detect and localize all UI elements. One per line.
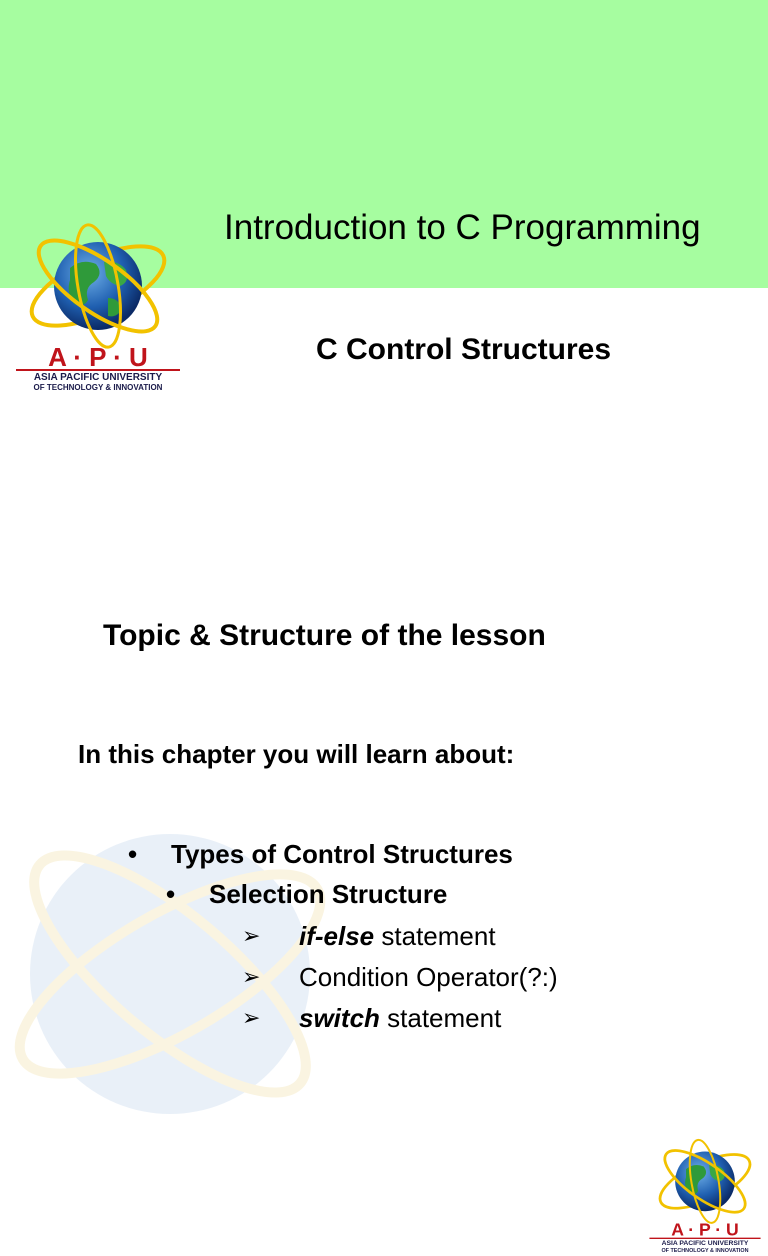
logo-line1: ASIA PACIFIC UNIVERSITY (33, 372, 163, 383)
logo-line2: OF TECHNOLOGY & INNOVATION (33, 383, 163, 392)
slide-subtitle: C Control Structures (316, 333, 612, 366)
arrow-bullet-icon: ➢ (242, 923, 261, 948)
apu-logo-small (644, 1142, 766, 1256)
bullet-icon: • (128, 839, 138, 869)
list-item-text: Types of Control Structures (171, 839, 513, 869)
topic-heading: Topic & Structure of the lesson (103, 619, 546, 652)
list-item-text: Selection Structure (209, 879, 448, 909)
title-slide (0, 0, 768, 530)
logo-line1: ASIA PACIFIC UNIVERSITY (661, 1240, 749, 1248)
logo-letters: A · P · U (48, 342, 148, 372)
keyword: if-else (299, 921, 375, 951)
slide-title: Introduction to C Programming (224, 208, 701, 247)
list-item-text (299, 921, 496, 952)
topic-slide (0, 560, 768, 1254)
keyword: switch (299, 1003, 380, 1033)
apu-logo (8, 228, 188, 396)
logo-letters: A · P · U (671, 1219, 739, 1240)
list-item-rest: statement (379, 1003, 502, 1033)
arrow-bullet-icon: ➢ (242, 964, 261, 989)
logo-line2: OF TECHNOLOGY & INNOVATION (661, 1247, 749, 1254)
list-item-rest: statement (374, 921, 496, 951)
globe-icon (8, 228, 188, 396)
bullet-icon: • (166, 879, 176, 909)
list-item-text (299, 1003, 501, 1034)
intro-text: In this chapter you will learn about: (78, 739, 515, 769)
list-item-text: Condition Operator(?:) (299, 962, 558, 992)
arrow-bullet-icon: ➢ (242, 1005, 261, 1030)
globe-icon (644, 1142, 766, 1256)
